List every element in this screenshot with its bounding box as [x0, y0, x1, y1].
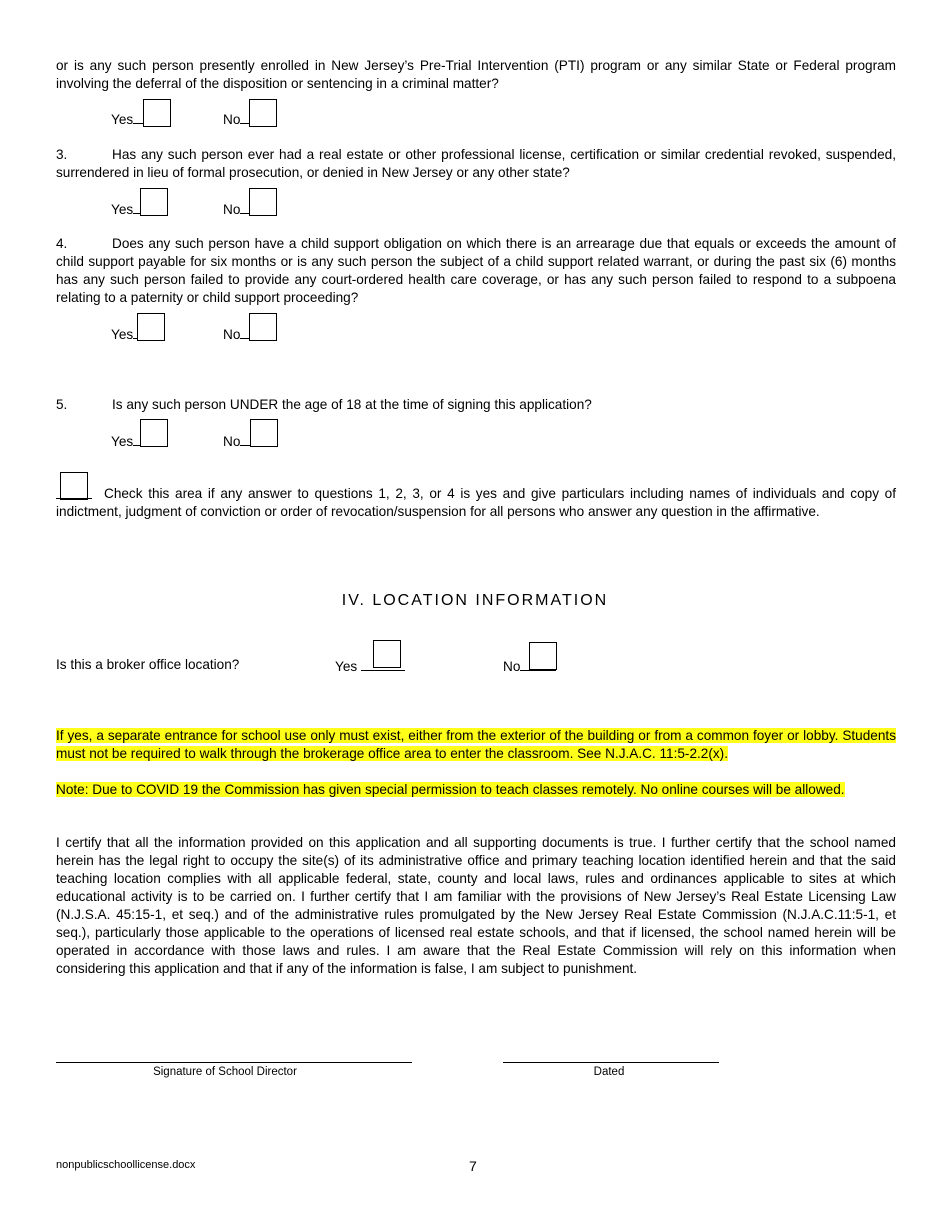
- q3-no-label: No: [223, 199, 275, 219]
- q3-yes-label: Yes: [111, 199, 165, 219]
- page-number: 7: [469, 1158, 477, 1174]
- section-heading: IV. LOCATION INFORMATION: [341, 592, 609, 609]
- dated-line[interactable]: [503, 1062, 719, 1063]
- q2-yes-label: Yes: [111, 109, 165, 129]
- q5-no-label: No: [223, 431, 275, 451]
- question-3: 3. Has any such person ever had a real estate or other professional license, certification or similar credential revoked, suspended, surrendered in lieu of formal prosecution, or denied in New Jersey or any other state?: [56, 147, 896, 180]
- signature-label: Signature of School Director: [153, 1066, 297, 1078]
- broker-yes-checkbox[interactable]: [373, 640, 401, 668]
- q3-no-checkbox[interactable]: [249, 188, 277, 216]
- check-area-text: Check this area if any answer to questions 1, 2, 3, or 4 is yes and give particulars including names of individuals and copy of indictment, judgment of conviction or order of revocation/suspension for all persons who answer any question in the affirmative.: [56, 486, 896, 519]
- q5-no-checkbox[interactable]: [250, 419, 278, 447]
- q4-no-label: No: [223, 324, 275, 344]
- q2-no-checkbox[interactable]: [249, 99, 277, 127]
- question-4: 4. Does any such person have a child support obligation on which there is an arrearage due that equals or exceeds the amount of child support payable for six months or is any such person the subject of a child support related warrant, or during the past six (6) months has any such person failed to provide any court-ordered health care coverage, or has any such person failed to respond to a subpoena relating to a paternity or child support proceeding?: [56, 236, 896, 305]
- footer-filename: nonpublicschoollicense.docx: [56, 1159, 196, 1171]
- q4-yes-label: Yes: [111, 324, 165, 344]
- q4-yes-checkbox[interactable]: [137, 313, 165, 341]
- separate-entrance-note: If yes, a separate entrance for school use only must exist, either from the exterior of the building or from a common foyer or lobby. Students must not be required to walk through the brokerage office area to enter the classroom. See N.J.A.C. 11:5-2.2(x).: [56, 728, 896, 761]
- q2-yes-checkbox[interactable]: [143, 99, 171, 127]
- question-5: 5. Is any such person UNDER the age of 18 at the time of signing this application?: [56, 397, 592, 412]
- dated-label: Dated: [593, 1066, 625, 1078]
- broker-yes-label: Yes: [335, 656, 405, 676]
- q2-no-label: No: [223, 109, 275, 129]
- q4-no-checkbox[interactable]: [249, 313, 277, 341]
- q3-yes-checkbox[interactable]: [140, 188, 168, 216]
- broker-question: Is this a broker office location?: [56, 657, 240, 672]
- signature-line[interactable]: [56, 1062, 412, 1063]
- question-2-continuation: or is any such person presently enrolled in New Jersey’s Pre-Trial Intervention (PTI) program or any similar State or Federal program involving the deferral of the disposition or sentencing in a criminal matter?: [56, 58, 896, 91]
- broker-no-label: No: [503, 656, 556, 676]
- certification-paragraph: I certify that all the information provided on this application and all supporting documents is true. I further certify that the school named herein has the legal right to occupy the site(s) of its administrative office and primary teaching location identified herein and that the said teaching location complies with all applicable federal, state, county and local laws, rules and ordinances applicable to sites at which educational activity is to be carried on. I further certify that I am familiar with the provisions of New Jersey’s Real Estate Licensing Law (N.J.S.A. 45:15-1, et seq.) and of the administrative rules promulgated by the New Jersey Real Estate Commission (N.J.A.C.11:5-1, et seq.), particularly those applicable to the operations of licensed real estate schools, and that if licensed, the school named herein will be operated in accordance with those laws and rules. I am aware that the Real Estate Commission will rely on this information when considering this application and that if any of the information is false, I am subject to punishment.: [56, 835, 896, 976]
- q5-yes-checkbox[interactable]: [140, 419, 168, 447]
- broker-no-checkbox[interactable]: [529, 642, 557, 670]
- q5-yes-label: Yes: [111, 431, 165, 451]
- covid-note: Note: Due to COVID 19 the Commission has given special permission to teach classes remotely. No online courses will be allowed.: [56, 782, 845, 797]
